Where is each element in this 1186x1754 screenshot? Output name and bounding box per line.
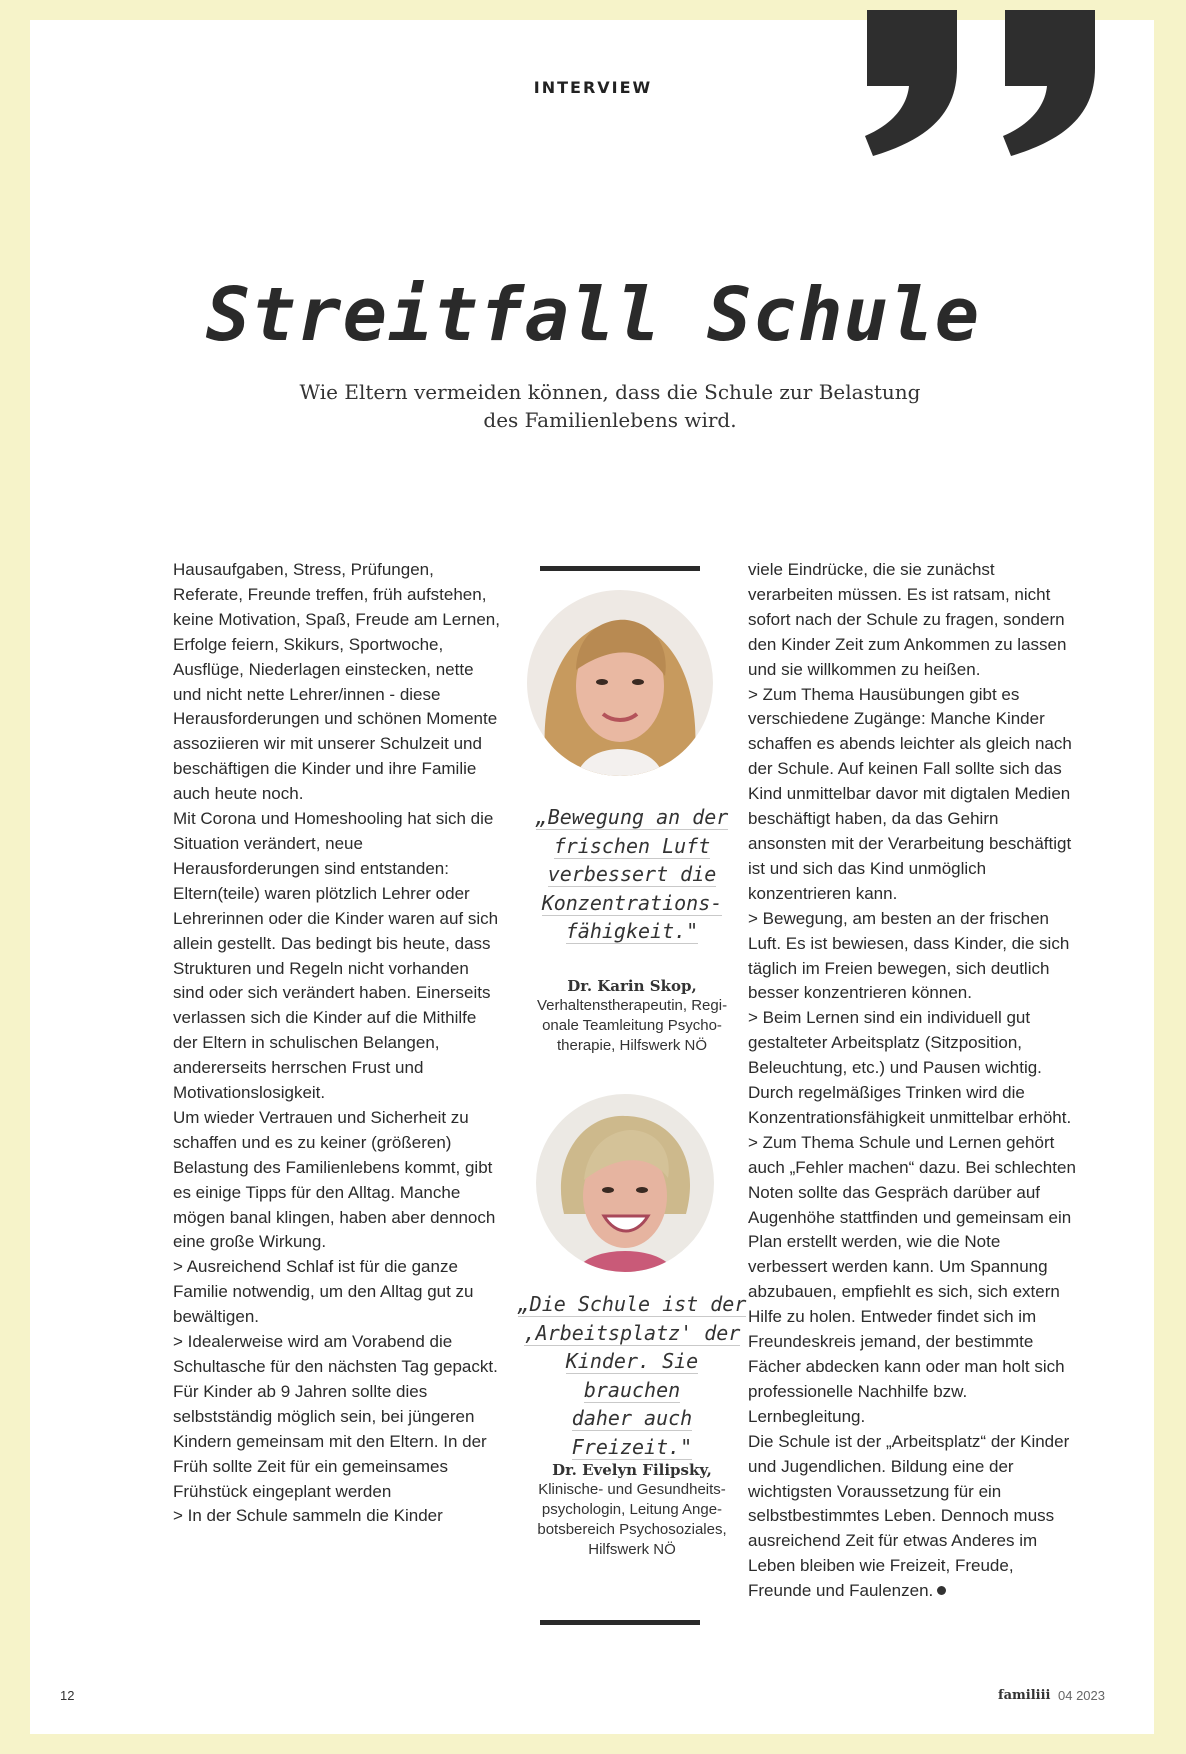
issue-date: 04 2023 (1058, 1688, 1105, 1703)
bottom-divider-bar (540, 1620, 700, 1625)
top-divider-bar (540, 566, 700, 571)
expert2-portrait (536, 1094, 714, 1272)
right-text-column (748, 558, 1080, 1604)
expert1-name: Dr. Karin Skop, (567, 977, 697, 995)
tip-paragraph: > Beim Lernen sind ein individuell gut gestalteter Arbeitsplatz (Sitzposition, Beleuchtung, etc.) und Pausen wichtig. Durch regelmäßiges Trinken wird die Konzentrationsfähigkeit unmittelbar erhöht. (748, 1008, 1072, 1127)
role-line: Verhaltenstherapeutin, Regi- (536, 997, 728, 1014)
quote-line: Freizeit." (571, 1434, 693, 1459)
quote-line: daher auch (571, 1406, 693, 1430)
expert1-portrait (527, 590, 713, 776)
role-line: psychologin, Leitung Ange- (541, 1501, 723, 1518)
quote-line: Kinder. Sie brauchen (565, 1349, 699, 1402)
article-title: Streitfall Schule (205, 272, 981, 358)
body-paragraph: Um wieder Vertrauen und Sicherheit zu schaffen und es zu keiner (größeren) Belastung des Familienlebens kommt, gibt es einige Tipps für den Alltag. Manche mögen banal klingen, haben aber dennoch eine große Wirkung. (173, 1107, 496, 1252)
end-mark-icon (937, 1586, 946, 1595)
tip-paragraph: > Zum Thema Schule und Lernen gehört auch „Fehler machen“ dazu. Bei schlechten Noten sollte das Gespräch darüber auf Augenhöhe stattfinden und gemeinsam ein Plan erstellt werden, wie die Note verbessert werden kann. Um Spannung abzubauen, empfiehlt es sich, sich extern Hilfe zu holen. Entweder findet sich im Freundeskreis jemand, der bestimmte Fächer abdecken kann oder man holt sich professionelle Nachhilfe bzw. Lernbegleitung. (748, 1132, 1076, 1426)
tip-paragraph: > Ausreichend Schlaf ist für die ganze Familie notwendig, um den Alltag gut zu bewältigen. (173, 1257, 474, 1327)
expert2-name: Dr. Evelyn Filipsky, (552, 1461, 712, 1479)
tip-paragraph: > Idealerweise wird am Vorabend die Schultasche für den nächsten Tag gepackt. Für Kinder ab 9 Jahren sollte dies selbstständig möglich sein, bei jüngeren Kindern gemeinsam mit den Eltern. In der Früh sollte Zeit für ein gemeinsames Frühstück eingeplant werden (173, 1332, 498, 1501)
article-subtitle (280, 378, 940, 434)
tip-paragraph: > In der Schule sammeln die Kinder (173, 1506, 443, 1526)
closing-paragraph (748, 1430, 1080, 1604)
body-paragraph: Hausaufgaben, Stress, Prüfungen, Referate, Freunde treffen, früh aufstehen, keine Motivation, Spaß, Freude am Lernen, Erfolge feiern, Skikurs, Sportwoche, Ausflüge, Niederlagen einstecken, nette und nicht nette Lehrer/innen - diese Herausforderungen und schönen Momente assoziieren wir mit unserer Schulzeit und beschäftigen die Kinder und ihre Familie auch heute noch. (173, 560, 500, 804)
page-number: 12 (60, 1688, 75, 1703)
tip-paragraph: > Bewegung, am besten an der frischen Luft. Es ist bewiesen, dass Kinder, die sich täglich im Freien bewegen, sich deutlich besser konzentrieren können. (748, 908, 1070, 1003)
body-paragraph: viele Eindrücke, die sie zunächst verarbeiten müssen. Es ist ratsam, nicht sofort nach der Schule zu fragen, sondern den Kinder Zeit zum Ankommen zu lassen und sie willkommen zu heißen. (748, 560, 1067, 679)
magazine-name: familiii (998, 1688, 1051, 1703)
expert2-caption (512, 1460, 752, 1560)
role-line: Klinische- und Gesundheits- (538, 1481, 726, 1498)
closing-text: Die Schule ist der „Arbeitsplatz“ der Kinder und Jugendlichen. Bildung eine der wichtigsten Voraussetzung für ein selbstbestimmtes Leben. Dennoch muss ausreichend Zeit für etwas Anderes im Leben bleiben wie Freizeit, Freude, Freunde und Faulenzen. (748, 1431, 1070, 1601)
quote-line: verbessert die (547, 862, 717, 886)
tip-paragraph: > Zum Thema Hausübungen gibt es verschiedene Zugänge: Manche Kinder schaffen es abends leichter als gleich nach der Schule. Auf keinen Fall sollte sich das Kind unmittelbar davor mit digtalen Medien beschäftigt haben, da das Gehirn ansonsten mit der Verarbeitung beschäftigt ist und sich das Kind unmöglich konzentrieren kann. (748, 684, 1072, 903)
role-line: botsbereich Psychosoziales, (537, 1521, 727, 1538)
quote-line: fähigkeit." (565, 919, 699, 943)
quote-line: frischen Luft (553, 833, 711, 858)
role-line: onale Teamleitung Psycho- (542, 1017, 722, 1034)
role-line: therapie, Hilfswerk NÖ (556, 1037, 708, 1054)
quote-line: „Die Schule ist der (517, 1292, 747, 1316)
expert2-pull-quote (516, 1290, 748, 1461)
left-text-column (173, 558, 501, 1529)
section-kicker: INTERVIEW (533, 78, 653, 97)
quote-line: ‚Arbeitsplatz' der (523, 1320, 741, 1345)
expert1-pull-quote (516, 803, 748, 946)
subtitle-line: Wie Eltern vermeiden können, dass die Schule zur Belastung (299, 380, 921, 404)
subtitle-line: des Familienlebens wird. (483, 408, 737, 432)
quote-line: Konzentrations- (541, 890, 723, 915)
role-line: Hilfswerk NÖ (588, 1541, 676, 1558)
quote-line: „Bewegung an der (535, 805, 729, 829)
expert1-caption (512, 976, 752, 1056)
body-paragraph: Mit Corona und Homeshooling hat sich die Situation verändert, neue Herausforderungen sind entstanden: Eltern(teile) waren plötzlich Lehrer oder Lehrerinnen oder die Kinder waren auf sich allein gestellt. Das bedingt bis heute, dass Strukturen und Regeln nicht vorhanden sind oder sich verändert haben. Einerseits verlassen sich die Kinder auf die Mithilfe der Eltern in schulischen Belangen, andererseits herrschen Frust und Motivationslosigkeit. (173, 809, 499, 1103)
